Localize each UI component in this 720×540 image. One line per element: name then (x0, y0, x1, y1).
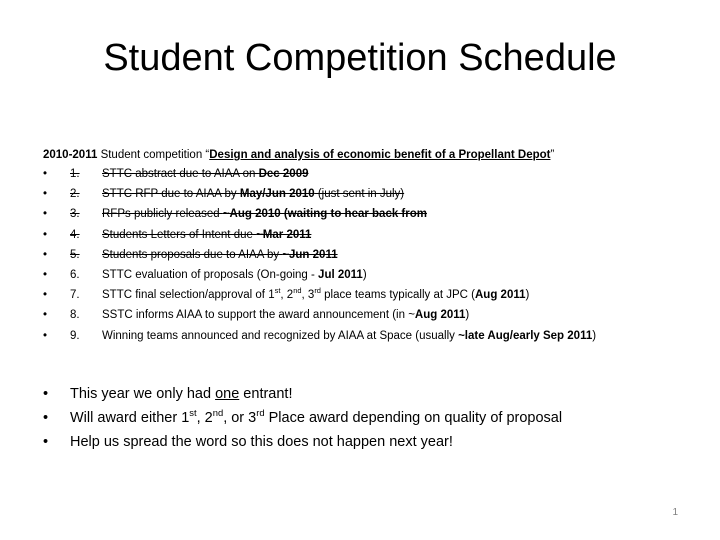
bullet-icon: • (43, 329, 48, 342)
item-text-suffix: ) (525, 289, 530, 302)
item-date: ~Aug 2010 (waiting to hear back from (222, 208, 427, 221)
note-item-1 (43, 382, 703, 406)
item-text (102, 305, 469, 325)
item-text-plain: Students proposals due to AIAA by (102, 248, 283, 261)
ordinal-suffix: nd (293, 286, 302, 296)
item-text (102, 265, 367, 285)
item-number: 1. (70, 168, 80, 180)
bullet-icon: • (43, 309, 48, 322)
item-date: May/Jun 2010 (239, 188, 315, 201)
slide-title: Student Competition Schedule (103, 37, 617, 79)
schedule-item-7 (43, 285, 693, 305)
item-number: 6. (70, 268, 80, 281)
item-text-plain: Students Letters of Intent due (102, 228, 257, 241)
note-text-plain: entrant! (239, 386, 293, 402)
item-text-suffix: ) (465, 309, 470, 322)
item-text (102, 326, 596, 346)
item-date: Aug 2011 (414, 309, 466, 322)
bullet-icon: • (43, 289, 48, 302)
item-text-suffix: (just sent in July) (314, 188, 405, 201)
bullet-icon: • (43, 386, 49, 402)
item-text-plain: place teams typically at JPC ( (320, 289, 475, 302)
item-date: Aug 2011 (475, 289, 526, 302)
intro-pre: Student competition “ (97, 149, 210, 161)
item-number: 3. (70, 208, 80, 221)
item-number: 5. (70, 248, 80, 261)
item-text (102, 285, 529, 305)
intro-post: ” (550, 149, 555, 161)
note-text-plain: Place award depending on quality of proposal (264, 410, 563, 426)
schedule-item-6 (43, 265, 693, 285)
intro-topic: Design and analysis of economic benefit of a Propellant Depot (209, 149, 551, 161)
schedule-item-8 (43, 305, 693, 325)
item-text-plain: RFPs publicly released (102, 208, 223, 221)
notes-list (43, 382, 703, 454)
note-text-plain: Will award either 1 (70, 410, 190, 426)
note-item-2 (43, 406, 703, 430)
note-emphasis: one (215, 386, 240, 402)
item-text-plain: STTC evaluation of proposals (On-going - (102, 268, 319, 281)
item-text (102, 164, 308, 184)
ordinal-suffix: st (274, 286, 281, 296)
item-date: ~Mar 2011 (256, 228, 312, 241)
bullet-icon: • (43, 248, 48, 261)
item-date: Dec 2009 (258, 168, 309, 180)
bullet-icon: • (43, 168, 48, 180)
schedule-item-2 (43, 184, 693, 204)
item-text (102, 184, 404, 204)
item-number: 9. (70, 329, 80, 342)
item-number: 8. (70, 309, 80, 322)
ordinal-suffix: st (189, 407, 197, 419)
schedule-item-1 (43, 164, 693, 184)
note-text-plain: , 2 (196, 410, 213, 426)
note-text (70, 406, 562, 430)
schedule-list (43, 164, 693, 346)
item-number: 2. (70, 188, 80, 201)
schedule-item-9 (43, 326, 693, 346)
item-text-suffix: ) (362, 268, 367, 281)
schedule-item-4 (43, 225, 693, 245)
item-text-plain: , 3 (301, 289, 315, 302)
item-text (102, 245, 338, 265)
item-date: Jul 2011 (318, 268, 363, 281)
item-number: 7. (70, 289, 80, 302)
bullet-icon: • (43, 188, 48, 201)
note-text-plain: This year we only had (70, 386, 216, 402)
ordinal-suffix: nd (212, 407, 224, 419)
bullet-icon: • (43, 410, 49, 426)
note-text-plain: , or 3 (223, 410, 257, 426)
page-number: 1 (672, 507, 678, 518)
item-number: 4. (70, 228, 80, 241)
note-item-3 (43, 430, 703, 454)
item-date: ~late Aug/early Sep 2011 (458, 329, 593, 342)
item-text-plain: , 2 (280, 289, 294, 302)
bullet-icon: • (43, 208, 48, 221)
bullet-icon: • (43, 268, 48, 281)
note-text (70, 382, 292, 406)
schedule-item-5 (43, 245, 693, 265)
item-text-plain: STTC abstract due to AIAA on (102, 168, 259, 180)
item-text (102, 225, 311, 245)
ordinal-suffix: rd (314, 286, 321, 296)
item-text-plain: Winning teams announced and recognized by AIAA at Space (usually (102, 329, 459, 342)
bullet-icon: • (43, 434, 49, 450)
item-date: ~Jun 2011 (282, 248, 338, 261)
item-text (102, 204, 427, 224)
item-text-suffix: ) (592, 329, 597, 342)
bullet-icon: • (43, 228, 48, 241)
item-text-plain: STTC RFP due to AIAA by (102, 188, 240, 201)
item-text-plain: STTC final selection/approval of 1 (102, 289, 275, 302)
item-text-plain: SSTC informs AIAA to support the award announcement (in ~ (102, 309, 415, 322)
ordinal-suffix: rd (256, 407, 265, 419)
intro-year: 2010-2011 (43, 149, 98, 161)
note-text: Help us spread the word so this does not happen next year! (70, 434, 453, 450)
competition-intro (43, 147, 683, 163)
schedule-item-3 (43, 204, 693, 224)
